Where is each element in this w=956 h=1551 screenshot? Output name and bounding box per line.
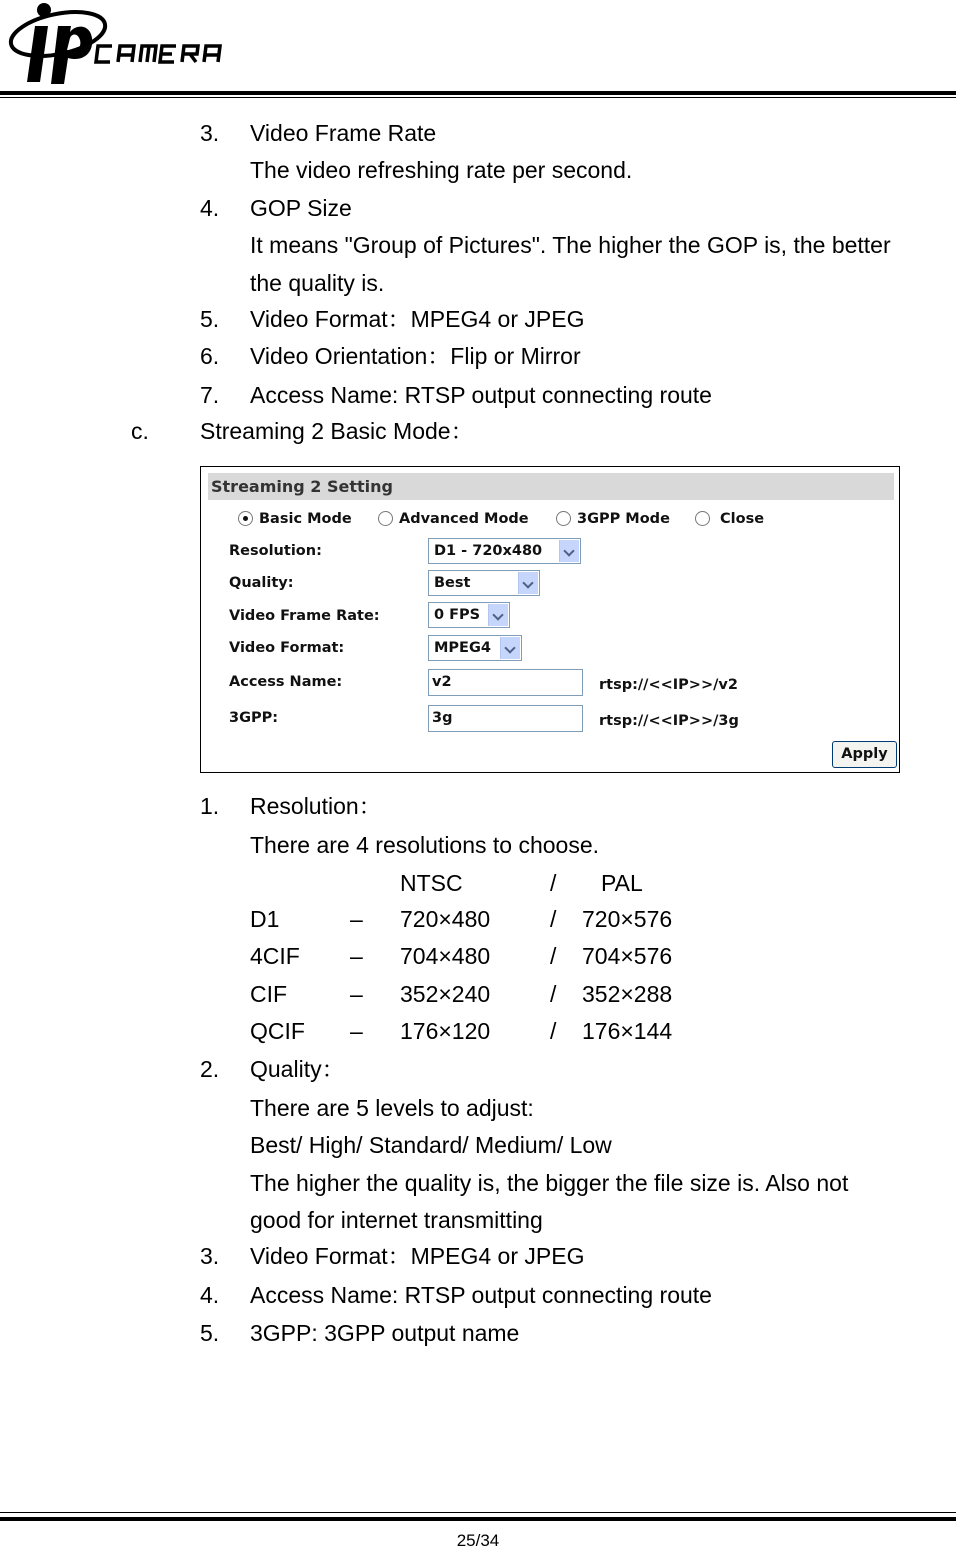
access-name-input[interactable] (428, 669, 583, 696)
res-name: D1 (250, 906, 280, 932)
close-label[interactable]: Close (720, 511, 765, 527)
list-item: the quality is. (250, 270, 385, 296)
resolution-select[interactable] (428, 538, 581, 564)
res-ntsc: 704×480 (400, 943, 491, 969)
3gpp-hint: rtsp://<<IP>>/3g (599, 713, 739, 729)
resolution-label: Resolution: (229, 543, 322, 559)
list-item: good for internet transmitting (250, 1207, 543, 1233)
res-ntsc: 720×480 (400, 906, 491, 932)
3gpp-value: 3g (432, 710, 453, 726)
res-name: QCIF (250, 1018, 305, 1044)
chevron-down-icon[interactable] (488, 604, 508, 626)
apply-button[interactable]: Apply (832, 741, 897, 768)
quality-label: Quality: (229, 575, 294, 591)
frame-rate-value: 0 FPS (434, 607, 481, 623)
access-name-value: v2 (432, 674, 452, 690)
list-number: 5. (200, 1320, 220, 1346)
resolution-intro: There are 4 resolutions to choose. (250, 832, 600, 858)
footer-rule-thin (0, 1512, 956, 1513)
page-number: 25/34 (456, 1531, 500, 1550)
list-number: 3. (200, 120, 220, 146)
panel-title-bar (208, 473, 894, 500)
list-item: The video refreshing rate per second. (250, 157, 633, 183)
res-dash: – (350, 981, 363, 1007)
panel-title: Streaming 2 Setting (211, 477, 393, 496)
basic-mode-label[interactable]: Basic Mode (259, 511, 352, 527)
video-format-value: MPEG4 (434, 640, 491, 656)
list-item: Quality： (250, 1056, 345, 1082)
list-item: There are 5 levels to adjust: (250, 1095, 534, 1121)
res-sep: / (550, 1018, 557, 1044)
section-letter: c. (131, 418, 149, 444)
section-title: Streaming 2 Basic Mode： (200, 418, 474, 444)
quality-select[interactable] (428, 570, 540, 596)
footer-rule (0, 1517, 956, 1521)
access-name-hint: rtsp://<<IP>>/v2 (599, 677, 738, 693)
res-pal: 704×576 (582, 943, 673, 969)
streaming-2-setting-panel (200, 466, 900, 773)
res-dash: – (350, 1018, 363, 1044)
res-ntsc: 352×240 (400, 981, 491, 1007)
quality-value: Best (434, 575, 471, 591)
list-item: Video Format：MPEG4 or JPEG (250, 1243, 585, 1269)
list-number: 6. (200, 343, 220, 369)
list-number: 3. (200, 1243, 220, 1269)
res-sep: / (550, 943, 557, 969)
res-pal: 176×144 (582, 1018, 673, 1044)
ip-camera-logo (6, 0, 276, 90)
list-number: 2. (200, 1056, 220, 1082)
header-rule-thin (0, 97, 956, 98)
list-item: Video Orientation：Flip or Mirror (250, 343, 581, 369)
list-number: 1. (200, 793, 220, 819)
res-name: CIF (250, 981, 288, 1007)
res-pal: 720×576 (582, 906, 673, 932)
advanced-mode-label[interactable]: Advanced Mode (399, 511, 529, 527)
3gpp-label: 3GPP: (229, 710, 279, 726)
access-name-label: Access Name: (229, 674, 343, 690)
frame-rate-label: Video Frame Rate: (229, 608, 380, 624)
advanced-mode-radio[interactable] (378, 511, 393, 526)
res-dash: – (350, 906, 363, 932)
chevron-down-icon[interactable] (500, 637, 520, 659)
3gpp-mode-label[interactable]: 3GPP Mode (577, 511, 670, 527)
list-number: 4. (200, 1282, 220, 1308)
header-rule (0, 91, 956, 95)
list-item: GOP Size (250, 195, 352, 221)
res-pal: 352×288 (582, 981, 673, 1007)
list-number: 5. (200, 306, 220, 332)
chevron-down-icon[interactable] (559, 540, 579, 562)
header-sep: / (550, 870, 557, 896)
close-radio[interactable] (695, 511, 710, 526)
pal-header: PAL (601, 870, 643, 896)
res-name: 4CIF (250, 943, 300, 969)
3gpp-mode-radio[interactable] (556, 511, 571, 526)
list-item: It means "Group of Pictures". The higher the GOP is, the better (250, 232, 891, 258)
list-item: The higher the quality is, the bigger the file size is. Also not (250, 1170, 849, 1196)
ntsc-header: NTSC (400, 870, 463, 896)
video-format-select[interactable] (428, 635, 522, 661)
list-item: Video Format：MPEG4 or JPEG (250, 306, 585, 332)
chevron-down-icon[interactable] (518, 572, 538, 594)
frame-rate-select[interactable] (428, 602, 510, 628)
resolution-value: D1 - 720x480 (434, 543, 543, 559)
3gpp-input[interactable] (428, 705, 583, 732)
res-ntsc: 176×120 (400, 1018, 491, 1044)
resolution-title: Resolution： (250, 793, 382, 819)
list-number: 4. (200, 195, 220, 221)
list-number: 7. (200, 382, 220, 408)
list-item: Best/ High/ Standard/ Medium/ Low (250, 1132, 612, 1158)
res-dash: – (350, 943, 363, 969)
list-item: Access Name: RTSP output connecting route (250, 1282, 712, 1308)
list-item: Access Name: RTSP output connecting route (250, 382, 712, 408)
res-sep: / (550, 906, 557, 932)
basic-mode-radio[interactable] (238, 511, 253, 526)
list-item: 3GPP: 3GPP output name (250, 1320, 520, 1346)
res-sep: / (550, 981, 557, 1007)
video-format-label: Video Format: (229, 640, 345, 656)
list-item: Video Frame Rate (250, 120, 437, 146)
